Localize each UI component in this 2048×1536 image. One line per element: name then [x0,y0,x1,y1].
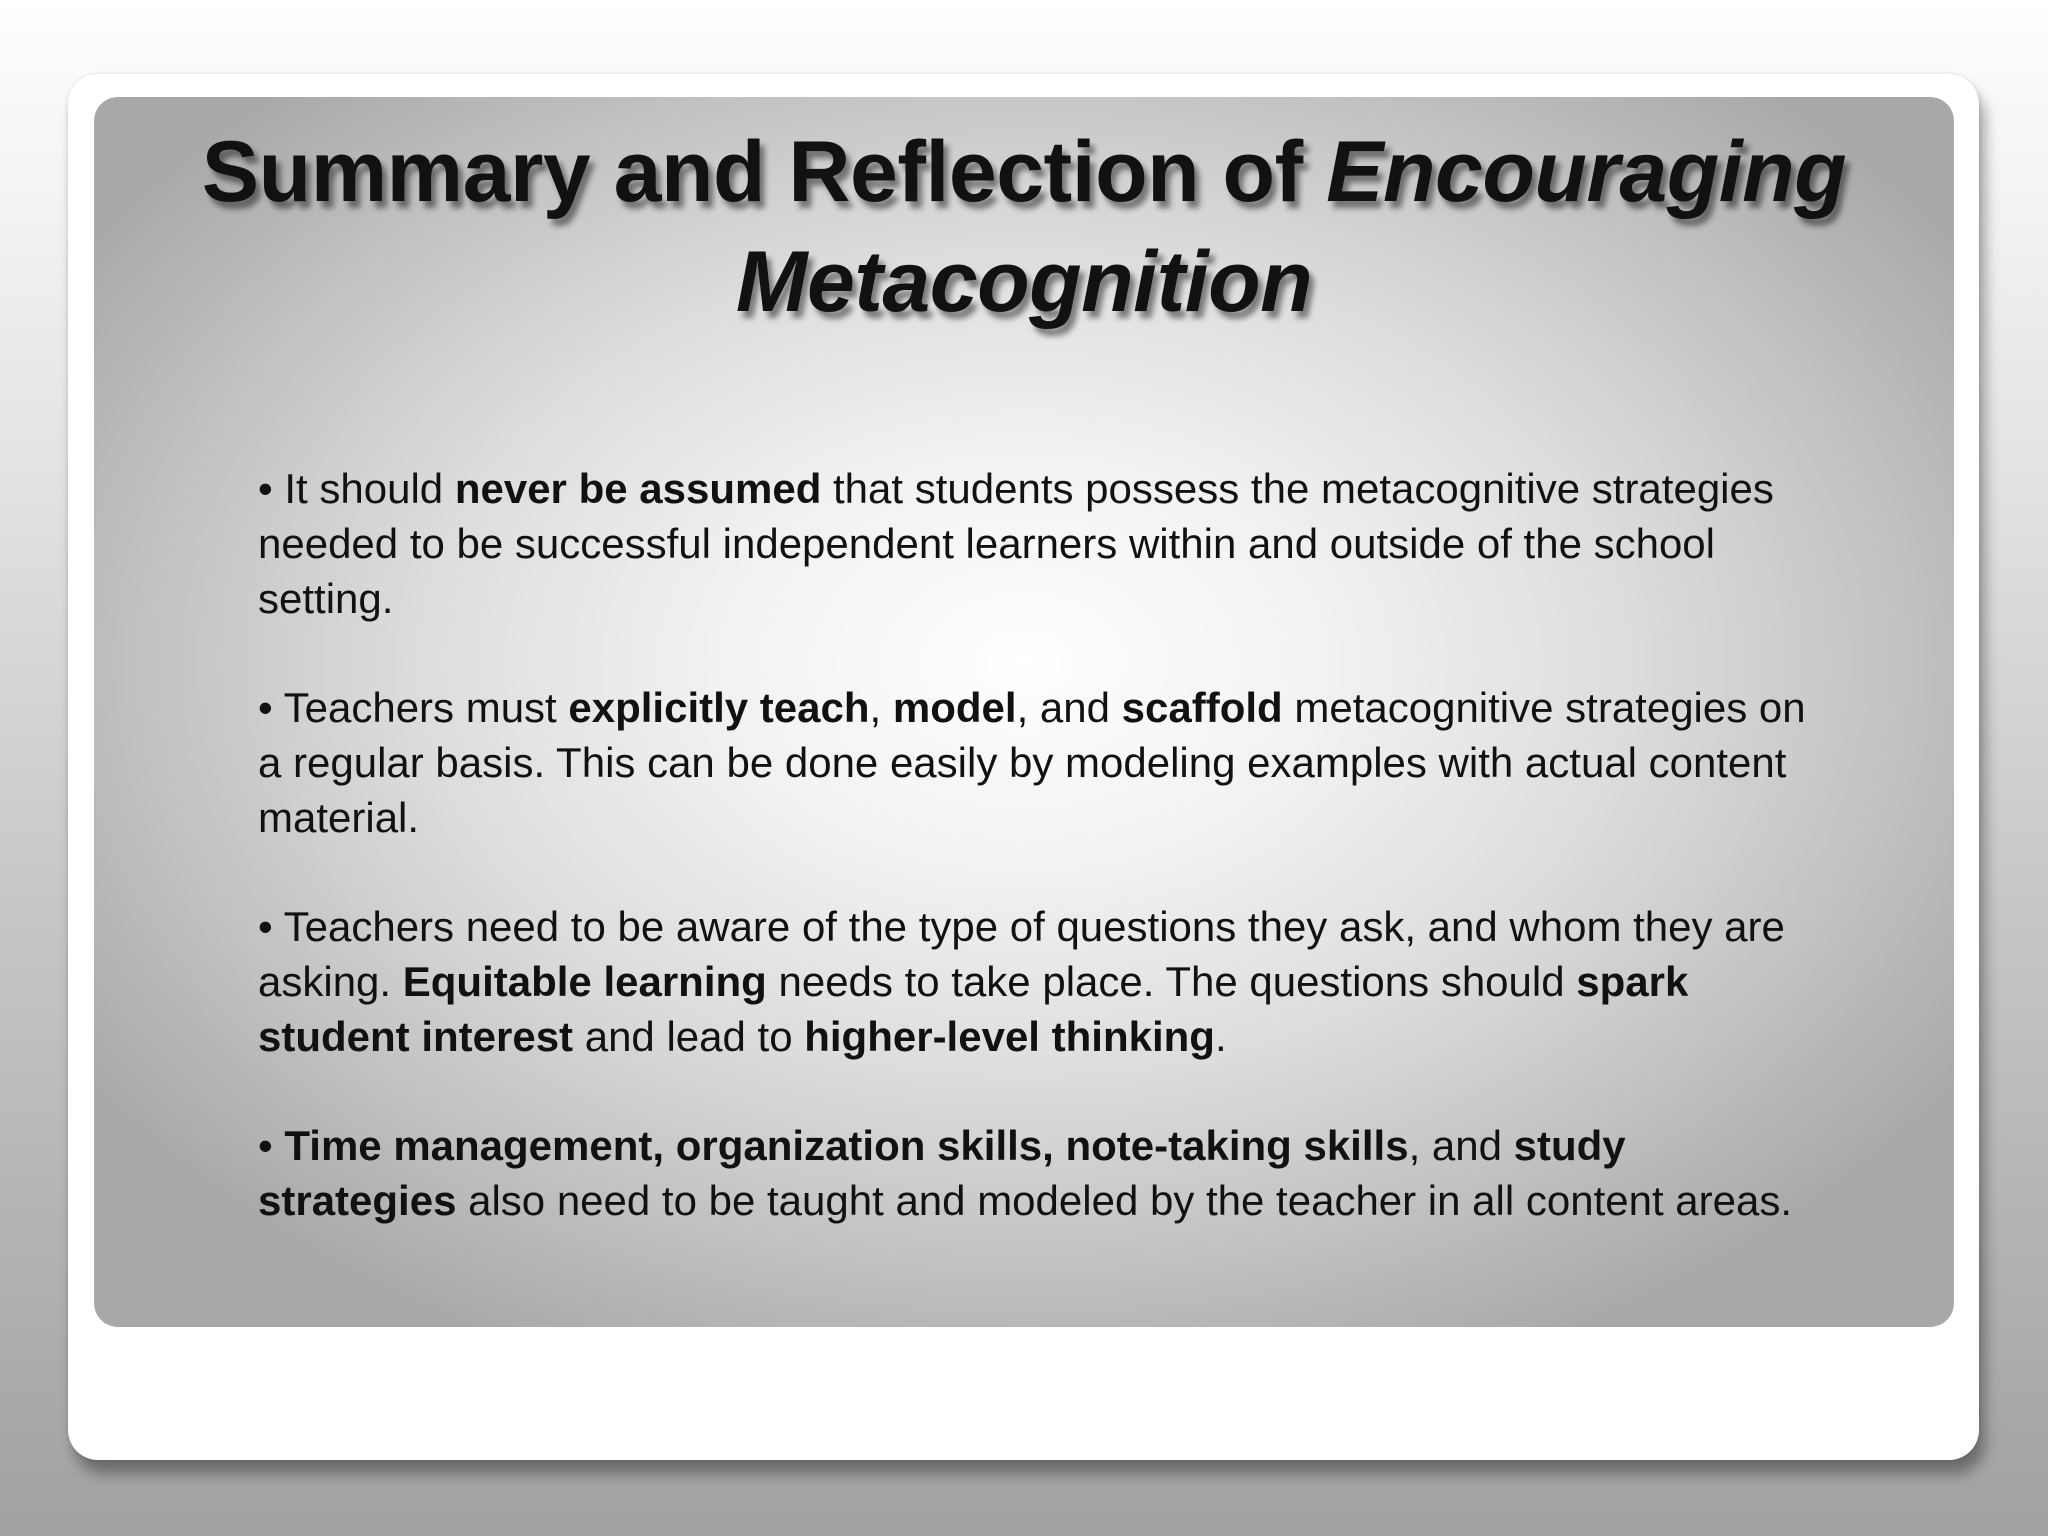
bullet-list [258,461,1818,1282]
bullet-text: that students possess the metacognitive strategies needed to be successful independent learners within and outside of the school setting. [258,465,1774,622]
bullet-text: . [1214,1013,1227,1060]
bullet-text: , and [1408,1122,1514,1169]
bullet-text: • It should [258,465,455,512]
bullet-item [258,1118,1818,1228]
bullet-text: metacognitive strategies on a regular basis. This can be done easily by modeling examples with actual content material. [258,684,1806,841]
title-emphasis: Encouraging Metacognition [735,124,1847,330]
bullet-item [258,680,1818,845]
bullet-text: • Teachers need to be aware of the type of questions they ask, and whom they are asking. [258,903,1785,1005]
bullet-emphasis: never be assumed [454,465,822,512]
bullet-text: • [258,1122,285,1169]
bullet-text: needs to take place. The questions should [766,958,1577,1005]
title-text: Summary and Reflection of [201,124,1327,220]
bullet-emphasis: Time management, organization skills, note-taking skills [284,1122,1409,1169]
bullet-emphasis: model [892,684,1017,731]
bullet-text: also need to be taught and modeled by the teacher in all content areas. [456,1177,1793,1224]
bullet-emphasis: scaffold [1121,684,1283,731]
bullet-text: , and [1016,684,1122,731]
bullet-text: • Teachers must [258,684,569,731]
bullet-item [258,899,1818,1064]
bullet-emphasis: higher-level thinking [804,1013,1215,1060]
bullet-text: and lead to [573,1013,805,1060]
bullet-emphasis: study strategies [258,1122,1626,1224]
bullet-emphasis: spark student interest [258,958,1689,1060]
bullet-text: , [869,684,893,731]
bullet-emphasis: explicitly teach [568,684,870,731]
slide-title [134,117,1914,337]
bullet-emphasis: Equitable learning [402,958,767,1005]
bullet-item [258,461,1818,626]
slide-card [68,74,1979,1460]
content-panel [94,97,1954,1327]
